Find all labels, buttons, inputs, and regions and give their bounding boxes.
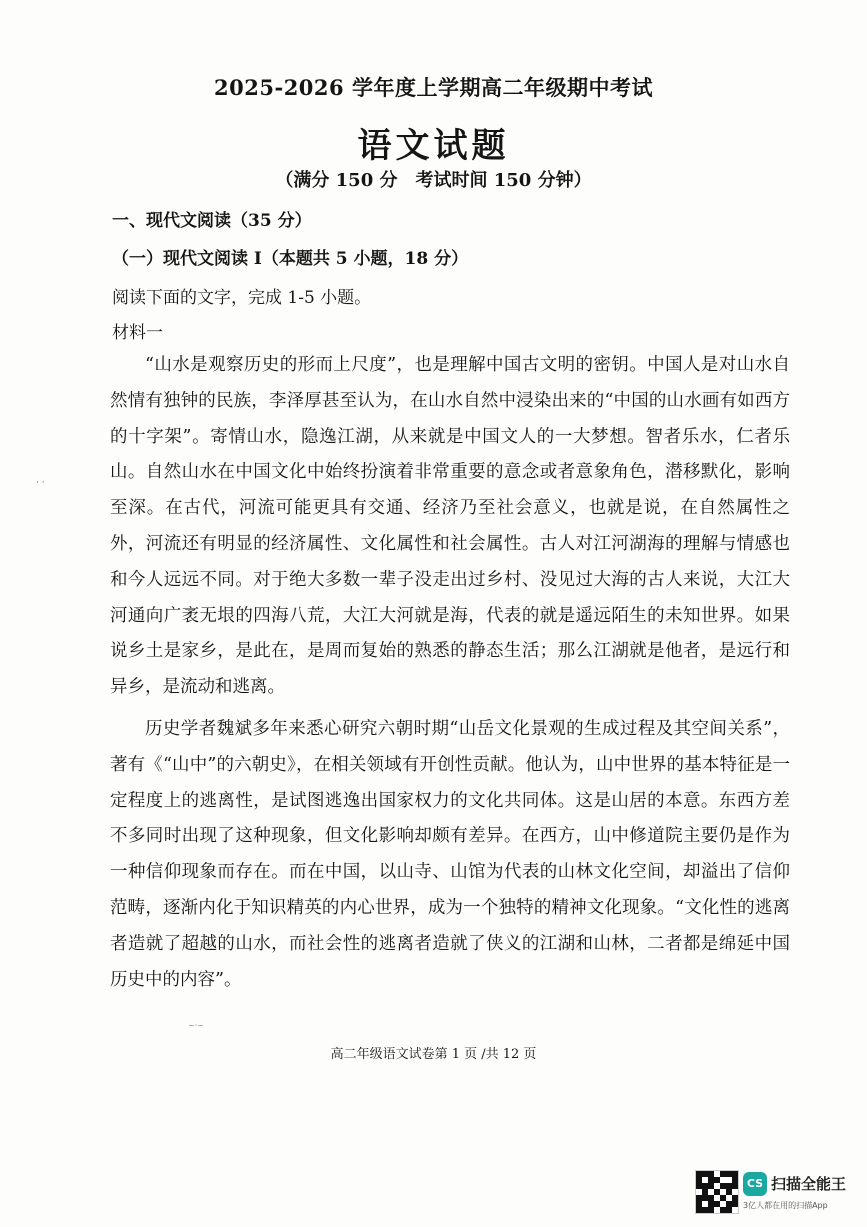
subject-title: 语文试题: [357, 126, 510, 166]
passage-paragraph-2: 历史学者魏斌多年来悉心研究六朝时期“山岳文化景观的生成过程及其空间关系”，著有《“山中”的六朝史》，在相关领域有开创性贡献。他认为，山中世界的基本特征是一定程度上的逃离性，是试图逃逸出国家权力的文化共同体。这是山居的本意。东西方差不多同时出现了这种现象，但文化影响却颇有差异。在西方，山中修道院主要仍是作为一种信仰现象而存在。而在中国，以山寺、山馆为代表的山林文化空间，却溢出了信仰范畴，逐渐内化于知识精英的内心世界，成为一个独特的精神文化现象。“文化性的逃离者造就了超越的山水，而社会性的逃离者造就了侠义的江湖和山林，二者都是绵延中国历史中的内容”。: [110, 718, 790, 990]
passage: [110, 348, 790, 998]
instruction-text: 阅读下面的文字，完成 1-5 小题。: [112, 288, 372, 308]
qr-code-icon: [695, 1170, 739, 1214]
section-title: 一、现代文阅读（35 分）: [112, 211, 312, 231]
camscanner-logo-icon: CS: [743, 1172, 767, 1196]
exam-title: 2025-2026 学年度上学期高二年级期中考试: [214, 75, 653, 100]
score-info: （满分 150 分 考试时间 150 分钟）: [275, 170, 592, 191]
camscanner-app-name: 扫描全能王: [771, 1175, 847, 1193]
subsection-title: （一）现代文阅读 I（本题共 5 小题，18 分）: [112, 249, 469, 269]
material-label: 材料一: [112, 323, 163, 343]
scan-speck: · ·: [36, 478, 45, 488]
scan-smudge: ~·~: [188, 1021, 204, 1030]
passage-paragraph-1: “山水是观察历史的形而上尺度”，也是理解中国古文明的密钥。中国人是对山水自然情有独钟的民族，李泽厚甚至认为，在山水自然中浸染出来的“中国的山水画有如西方的十字架”。寄情山水，隐逸江湖，从来就是中国文人的一大梦想。智者乐水，仁者乐山。自然山水在中国文化中始终扮演着非常重要的意念或者意象角色，潜移默化，影响至深。在古代，河流可能更具有交通、经济乃至社会意义，也就是说，在自然属性之外，河流还有明显的经济属性、文化属性和社会属性。古人对江河湖海的理解与情感也和今人远远不同。对于绝大多数一辈子没走出过乡村、没见过大海的古人来说，大江大河通向广袤无垠的四海八荒，大江大河就是海，代表的就是遥远陌生的未知世界。如果说乡土是家乡，是此在，是周而复始的熟悉的静态生活；那么江湖就是他者，是远行和异乡，是流动和逃离。: [110, 355, 790, 698]
camscanner-tagline: 3亿人都在用的扫描App: [743, 1201, 828, 1210]
page-footer: 高二年级语文试卷第 1 页 /共 12 页: [330, 1047, 537, 1062]
